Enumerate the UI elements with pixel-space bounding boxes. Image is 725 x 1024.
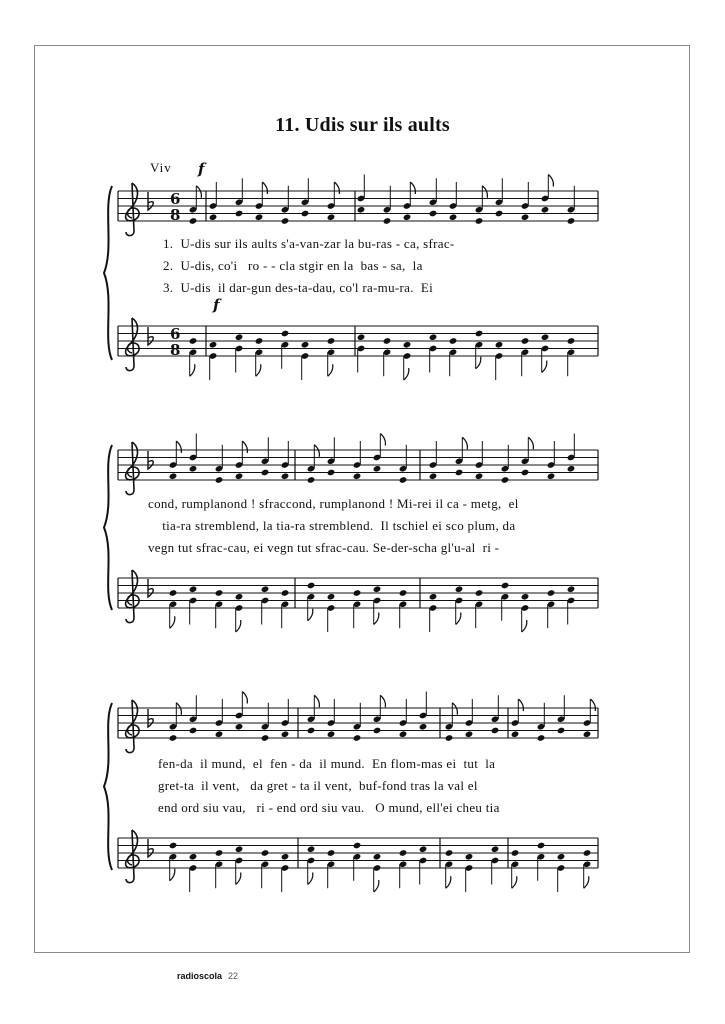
time-signature-numerator: 6 <box>170 325 181 343</box>
lyric-line-s3-v3: end ord siu vau, ri - end ord siu vau. O mund, ell'ei cheu tia <box>158 800 500 815</box>
note-head <box>429 210 438 218</box>
note-flag <box>584 876 589 888</box>
note-flag <box>328 364 333 376</box>
flat-key-signature-icon <box>148 579 153 597</box>
note-head <box>373 585 382 593</box>
note-head <box>261 469 270 477</box>
system-brace <box>104 703 112 870</box>
note-head <box>521 469 530 477</box>
note-flag <box>482 186 487 198</box>
note-head <box>353 472 362 480</box>
note-head <box>557 853 566 861</box>
note-flag <box>404 368 409 380</box>
note-head <box>567 465 576 473</box>
note-head <box>353 589 362 597</box>
note-head <box>419 723 428 731</box>
note-head <box>301 210 310 218</box>
note-head <box>255 337 264 345</box>
note-head <box>169 842 178 850</box>
note-head <box>301 341 310 349</box>
note-head <box>455 469 464 477</box>
note-flag <box>176 703 181 715</box>
note-flag <box>190 364 195 376</box>
time-signature-denominator: 8 <box>170 341 181 359</box>
system-brace <box>104 445 112 610</box>
note-head <box>281 853 290 861</box>
note-head <box>215 849 224 857</box>
lyric-line-s2-v2: tia-ra stremblend, la tia-ra stremblend. Il tschiel ei sco plum, da <box>148 518 516 533</box>
note-head <box>511 849 520 857</box>
tempo-marking: Viv <box>150 160 172 175</box>
flat-key-signature-icon <box>148 192 153 210</box>
note-head <box>465 730 474 738</box>
note-flag <box>256 364 261 376</box>
note-flag <box>334 182 339 194</box>
note-head <box>449 337 458 345</box>
page-number: 22 <box>228 971 239 981</box>
note-flag <box>314 445 319 457</box>
note-head <box>327 593 336 601</box>
note-head <box>475 330 484 338</box>
note-flag <box>446 876 451 888</box>
note-head <box>429 593 438 601</box>
note-head <box>567 585 576 593</box>
note-head <box>547 472 556 480</box>
note-flag <box>518 699 523 711</box>
note-flag <box>374 880 379 892</box>
note-flag <box>176 441 181 453</box>
time-signature-numerator: 6 <box>170 190 181 208</box>
note-head <box>521 213 530 221</box>
note-head <box>491 845 500 853</box>
note-flag <box>236 873 241 885</box>
note-flag <box>196 186 201 198</box>
note-head <box>501 476 510 484</box>
note-head <box>261 849 270 857</box>
lyric-line-s1-v3: 3. U-dis il dar-gun des-ta-dau, co'l ra-mu-ra. Ei <box>163 280 434 295</box>
note-head <box>235 593 244 601</box>
note-head <box>445 734 454 742</box>
note-flag <box>242 441 247 453</box>
note-flag <box>410 182 415 194</box>
note-head <box>567 337 576 345</box>
note-flag <box>522 620 527 632</box>
note-head <box>429 333 438 341</box>
note-flag <box>512 876 517 888</box>
note-flag <box>456 613 461 625</box>
note-flag <box>528 437 533 449</box>
system-brace <box>104 186 112 360</box>
note-flag <box>262 182 267 194</box>
lyric-line-s3-v1: fen-da il mund, el fen - da il mund. En flom-mas ei tut la <box>158 756 496 771</box>
note-head <box>449 213 458 221</box>
note-head <box>541 333 550 341</box>
note-head <box>383 337 392 345</box>
note-head <box>281 730 290 738</box>
note-head <box>215 730 224 738</box>
note-head <box>281 589 290 597</box>
note-head <box>495 341 504 349</box>
note-head <box>547 589 556 597</box>
note-head <box>235 723 244 731</box>
note-head <box>353 734 362 742</box>
note-head <box>261 585 270 593</box>
note-flag <box>170 869 175 881</box>
note-head <box>209 213 218 221</box>
note-flag <box>452 703 457 715</box>
flat-key-signature-icon <box>148 327 153 345</box>
note-head <box>583 730 592 738</box>
note-flag <box>542 361 547 373</box>
note-head <box>495 210 504 218</box>
dynamic-forte-bottom: f <box>213 296 220 314</box>
note-head <box>307 476 316 484</box>
note-head <box>189 585 198 593</box>
note-head <box>475 589 484 597</box>
note-head <box>357 333 366 341</box>
flat-key-signature-icon <box>148 839 153 857</box>
note-head <box>583 849 592 857</box>
note-flag <box>314 695 319 707</box>
note-head <box>403 341 412 349</box>
note-head <box>445 849 454 857</box>
note-flag <box>548 175 553 187</box>
note-head <box>169 472 178 480</box>
note-head <box>307 582 316 590</box>
note-head <box>189 853 198 861</box>
note-head <box>235 333 244 341</box>
lyric-line-s3-v2: gret-ta il vent, da gret - ta il vent, buf-fond tras la val el <box>158 778 478 793</box>
note-head <box>235 210 244 218</box>
note-head <box>501 582 510 590</box>
note-head <box>189 465 198 473</box>
note-head <box>353 842 362 850</box>
lyric-line-s1-v1: 1. U-dis sur ils aults s'a-van-zar la bu-ras - ca, sfrac- <box>163 236 455 251</box>
note-head <box>399 476 408 484</box>
note-head <box>327 849 336 857</box>
note-flag <box>374 613 379 625</box>
note-flag <box>476 357 481 369</box>
note-head <box>215 476 224 484</box>
note-head <box>189 727 198 735</box>
note-head <box>373 465 382 473</box>
note-head <box>327 337 336 345</box>
note-head <box>537 734 546 742</box>
note-head <box>511 730 520 738</box>
note-head <box>307 845 316 853</box>
note-head <box>491 727 500 735</box>
flat-key-signature-icon <box>148 709 153 727</box>
note-head <box>521 593 530 601</box>
note-head <box>281 330 290 338</box>
note-head <box>541 206 550 214</box>
publication-name: radioscola <box>177 971 223 981</box>
note-head <box>455 585 464 593</box>
page-footer <box>177 971 238 981</box>
note-head <box>475 472 484 480</box>
note-head <box>537 842 546 850</box>
note-flag <box>462 437 467 449</box>
note-head <box>235 845 244 853</box>
note-head <box>429 472 438 480</box>
note-head <box>261 734 270 742</box>
dynamic-forte-top: f <box>198 160 205 178</box>
note-head <box>169 589 178 597</box>
note-head <box>327 213 336 221</box>
note-head <box>209 341 218 349</box>
note-head <box>327 730 336 738</box>
note-head <box>327 469 336 477</box>
note-head <box>373 727 382 735</box>
note-head <box>465 853 474 861</box>
note-head <box>399 730 408 738</box>
note-head <box>307 727 316 735</box>
lyric-line-s2-v3: vegn tut sfrac-cau, ei vegn tut sfrac-cau. Se-der-scha gl'u-al ri - <box>148 540 500 555</box>
lyric-line-s2-v1: cond, rumplanond ! sfraccond, rumplanond ! Mi-rei il ca - metg, el <box>148 496 519 511</box>
note-head <box>403 213 412 221</box>
note-head <box>169 734 178 742</box>
note-flag <box>590 699 595 711</box>
note-head <box>189 217 198 225</box>
note-head <box>557 727 566 735</box>
note-head <box>373 853 382 861</box>
note-head <box>419 845 428 853</box>
note-flag <box>170 616 175 628</box>
note-flag <box>380 434 385 446</box>
note-head <box>281 472 290 480</box>
note-head <box>235 472 244 480</box>
note-head <box>383 217 392 225</box>
note-head <box>475 217 484 225</box>
note-flag <box>308 873 313 885</box>
note-head <box>189 337 198 345</box>
song-title: 11. Udis sur ils aults <box>275 114 450 136</box>
note-head <box>521 337 530 345</box>
time-signature-denominator: 8 <box>170 206 181 224</box>
note-flag <box>380 695 385 707</box>
note-flag <box>236 620 241 632</box>
lyric-line-s1-v2: 2. U-dis, co'i ro - - cla stgir en la bas - sa, la <box>163 258 423 273</box>
note-flag <box>308 609 313 621</box>
note-head <box>357 206 366 214</box>
note-head <box>281 217 290 225</box>
note-head <box>399 589 408 597</box>
note-flag <box>242 692 247 704</box>
flat-key-signature-icon <box>148 451 153 469</box>
note-head <box>255 213 264 221</box>
note-head <box>215 589 224 597</box>
note-head <box>399 849 408 857</box>
note-head <box>567 217 576 225</box>
